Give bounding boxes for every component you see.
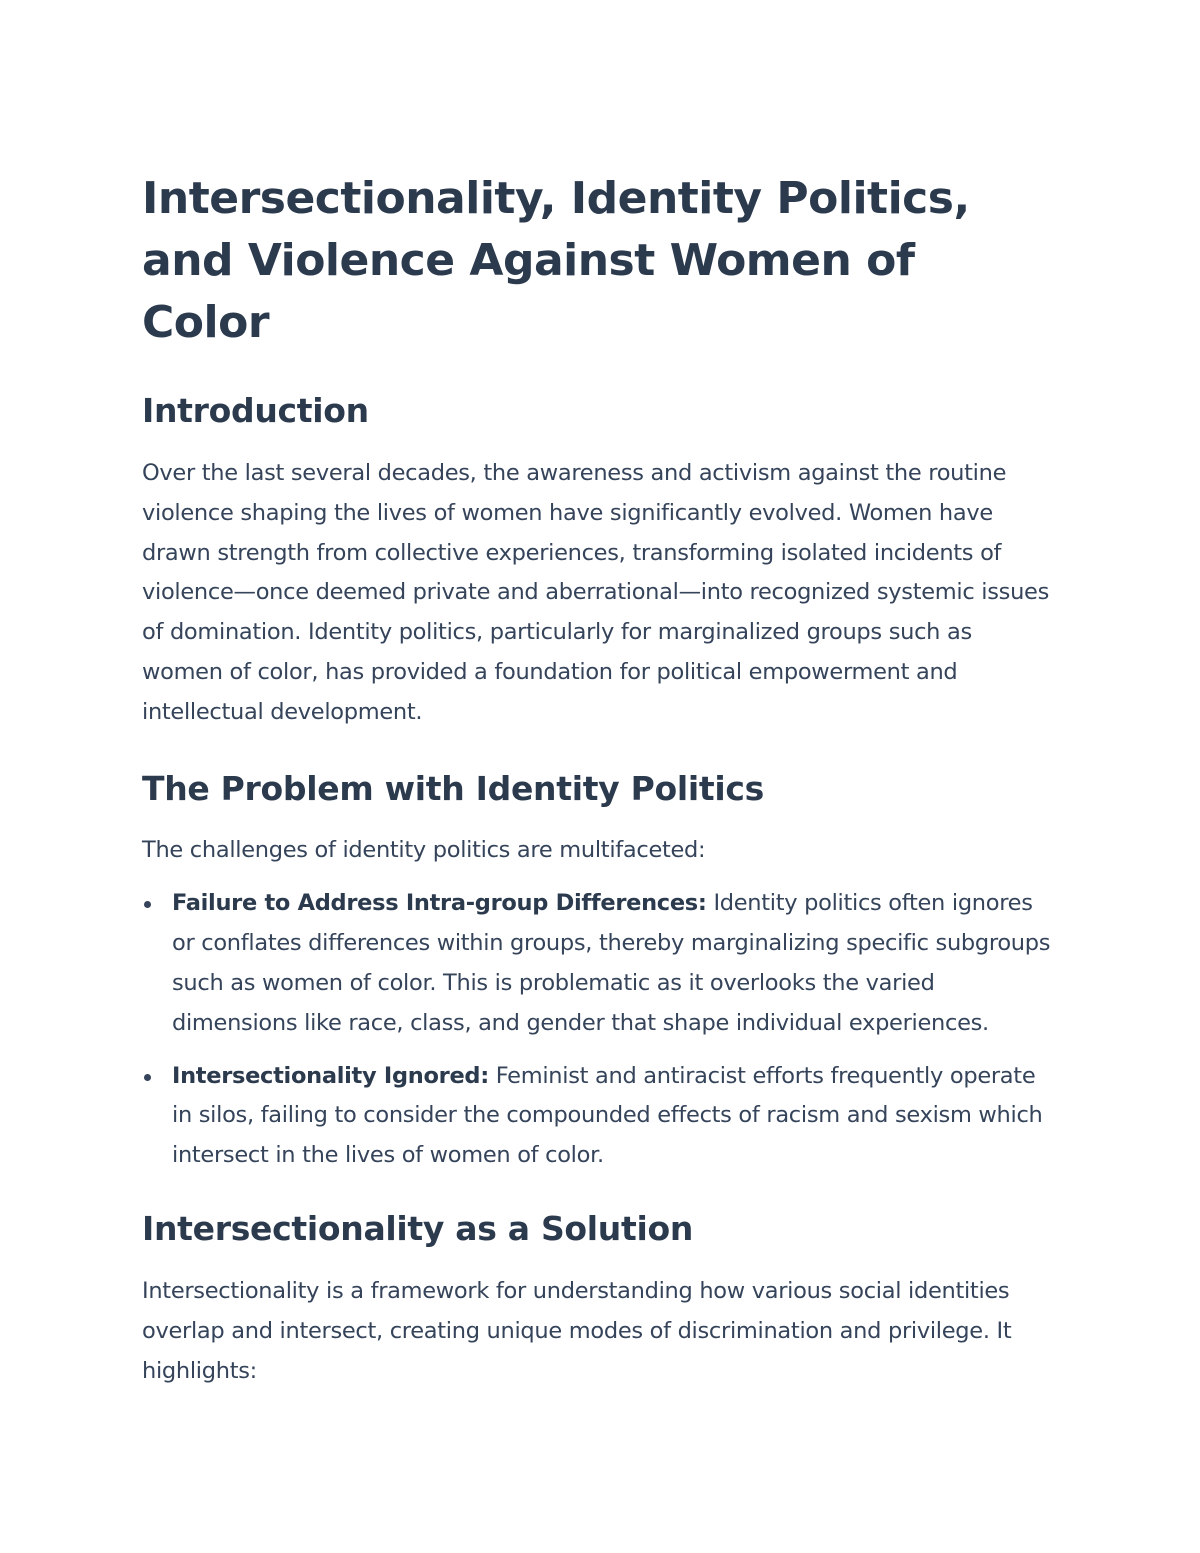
bullet-dot-icon — [144, 901, 151, 908]
document-page — [142, 168, 1052, 1391]
problem-bullet-list — [142, 884, 1052, 1176]
bullet-text: Identity politics often ignores or conflates differences within groups, thereby marginalizing specific subgroups such as women of color. This is problematic as it overlooks the varied dimensions like race, class, and gender that shape individual experiences. — [172, 890, 1051, 1036]
introduction-paragraph: Over the last several decades, the awareness and activism against the routine violence shaping the lives of women have significantly evolved. Women have drawn strength from collective experiences, transforming isolated incidents of violence—once deemed private and aberrational—into recognized systemic issues of domination. Identity politics, particularly for marginalized groups such as women of color, has provided a foundation for political empowerment and intellectual development. — [142, 460, 1049, 725]
solution-heading: Intersectionality as a Solution — [142, 1208, 694, 1248]
bullet-label: Failure to Address Intra-group Differences: — [172, 890, 707, 917]
document-title: Intersectionality, Identity Politics, and Violence Against Women of Color — [142, 173, 970, 348]
bullet-text: Feminist and antiracist efforts frequently operate in silos, failing to consider the compounded effects of racism and sexism which intersect in the lives of women of color. — [172, 1062, 1043, 1169]
problem-paragraph: The challenges of identity politics are multifaceted: — [142, 836, 706, 863]
introduction-heading: Introduction — [142, 391, 369, 430]
bullet-item-intersectionality-ignored — [142, 1057, 1052, 1176]
bullet-dot-icon — [144, 1074, 151, 1081]
problem-heading: The Problem with Identity Politics — [142, 768, 764, 808]
bullet-item-intra-group-differences — [142, 884, 1052, 1043]
solution-paragraph: Intersectionality is a framework for understanding how various social identities overlap and intersect, creating unique modes of discrimination and privilege. It highlights: — [142, 1277, 1012, 1384]
bullet-label: Intersectionality Ignored: — [172, 1062, 489, 1089]
